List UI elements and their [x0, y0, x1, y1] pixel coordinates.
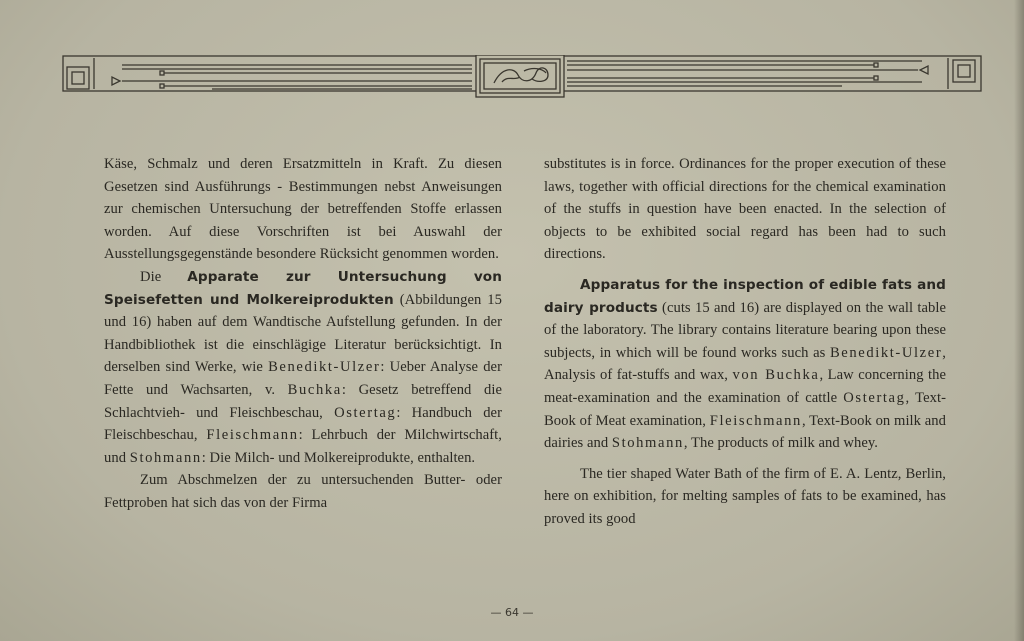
german-p2-text-c: : Gesetz betreffend die Schlachtvieh- und Fleischbeschau, — [104, 381, 502, 421]
german-p2-name-5: Stohmann — [129, 449, 202, 466]
german-p2-name-3: Ostertag — [334, 404, 397, 421]
english-p2-name-3: Ostertag — [843, 389, 906, 406]
page-number: — 64 — — [490, 606, 534, 619]
german-p2-text-f: : Die Milch- und Molkereiprodukte, enthalten. — [201, 449, 476, 466]
page-edge-shadow — [1014, 0, 1024, 641]
english-p2-name-5: Stohmann — [611, 435, 684, 452]
header-ornament — [62, 55, 982, 99]
german-p2-lead: Die — [140, 268, 188, 285]
english-paragraph-1: substitutes is in force. Ordinances for the proper execution of these laws, together with official directions for the chemical examination of the stuffs in question have been enacted. In the selection of objects to be exhibited social regard has been had to such directions. — [544, 156, 946, 263]
english-paragraph-2 — [544, 274, 946, 455]
english-p2-text-e: , Text-Book on milk and dairies and — [544, 412, 946, 452]
english-p2-text-d: , Text-Book of Meat examination, — [544, 389, 946, 429]
german-p2-text-a: (Abbildungen 15 und 16) haben auf dem Wandtische Aufstellung gefunden. In der Handbibliothek ist die einschlägige Literatur berücksichtigt. In derselben sind Werke, wie — [104, 291, 502, 376]
german-p2-name-4: Fleischmann — [206, 427, 299, 444]
german-text-column — [104, 153, 502, 515]
german-p2-text-b: : Ueber Analyse der Fette und Wachsarten, v. — [104, 359, 502, 398]
english-p2-name-1: Benedikt-Ulzer — [829, 344, 943, 361]
english-paragraph-3: The tier shaped Water Bath of the firm of E. A. Lentz, Berlin, here on exhibition, for melting samples of fats to be examined, has proved its good — [544, 465, 946, 527]
german-p2-bold-heading: Apparate zur Untersuchung von Speisefetten und Molkereiprodukten — [104, 268, 503, 308]
english-p2-text-c: , Law concerning the meat-examination and the examination of cattle — [544, 367, 947, 406]
german-p2-text-d: : Handbuch der Fleischbeschau, — [104, 404, 502, 444]
german-p2-text-e: : Lehrbuch der Milchwirtschaft, und — [104, 427, 502, 466]
english-text-column — [544, 153, 946, 531]
ornament-border-graphic — [62, 55, 982, 99]
english-p2-text-a: (cuts 15 and 16) are displayed on the wall table of the laboratory. The library contains literature bearing upon these subjects, in which will be found works such as — [544, 299, 947, 361]
german-paragraph-2 — [104, 266, 502, 469]
german-p2-name-1: Benedikt-Ulzer — [268, 359, 381, 376]
english-p2-name-4: Fleischmann — [709, 412, 802, 429]
german-paragraph-3: Zum Abschmelzen der zu untersuchenden Butter- oder Fettproben hat sich das von der Firma — [104, 472, 502, 511]
english-p2-text-f: , The products of milk and whey. — [683, 435, 878, 452]
english-p2-bold-heading: Apparatus for the inspection of edible fats and dairy products — [544, 276, 946, 316]
german-p2-name-2: Buchka — [287, 381, 342, 398]
english-p2-text-b: , Analysis of fat-stuffs and wax, — [544, 344, 946, 384]
german-paragraph-1: Käse, Schmalz und deren Ersatzmitteln in Kraft. Zu diesen Gesetzen sind Ausführungs - Bestimmungen nebst Anweisungen zur chemischen Untersuchung der betreffenden Stoffe erlassen worden. Auf diese Vorschriften ist bei Auswahl der Ausstellungsgegenstände besondere Rücksicht genommen worden. — [104, 156, 502, 263]
english-p2-name-2: von Buchka — [732, 367, 820, 384]
